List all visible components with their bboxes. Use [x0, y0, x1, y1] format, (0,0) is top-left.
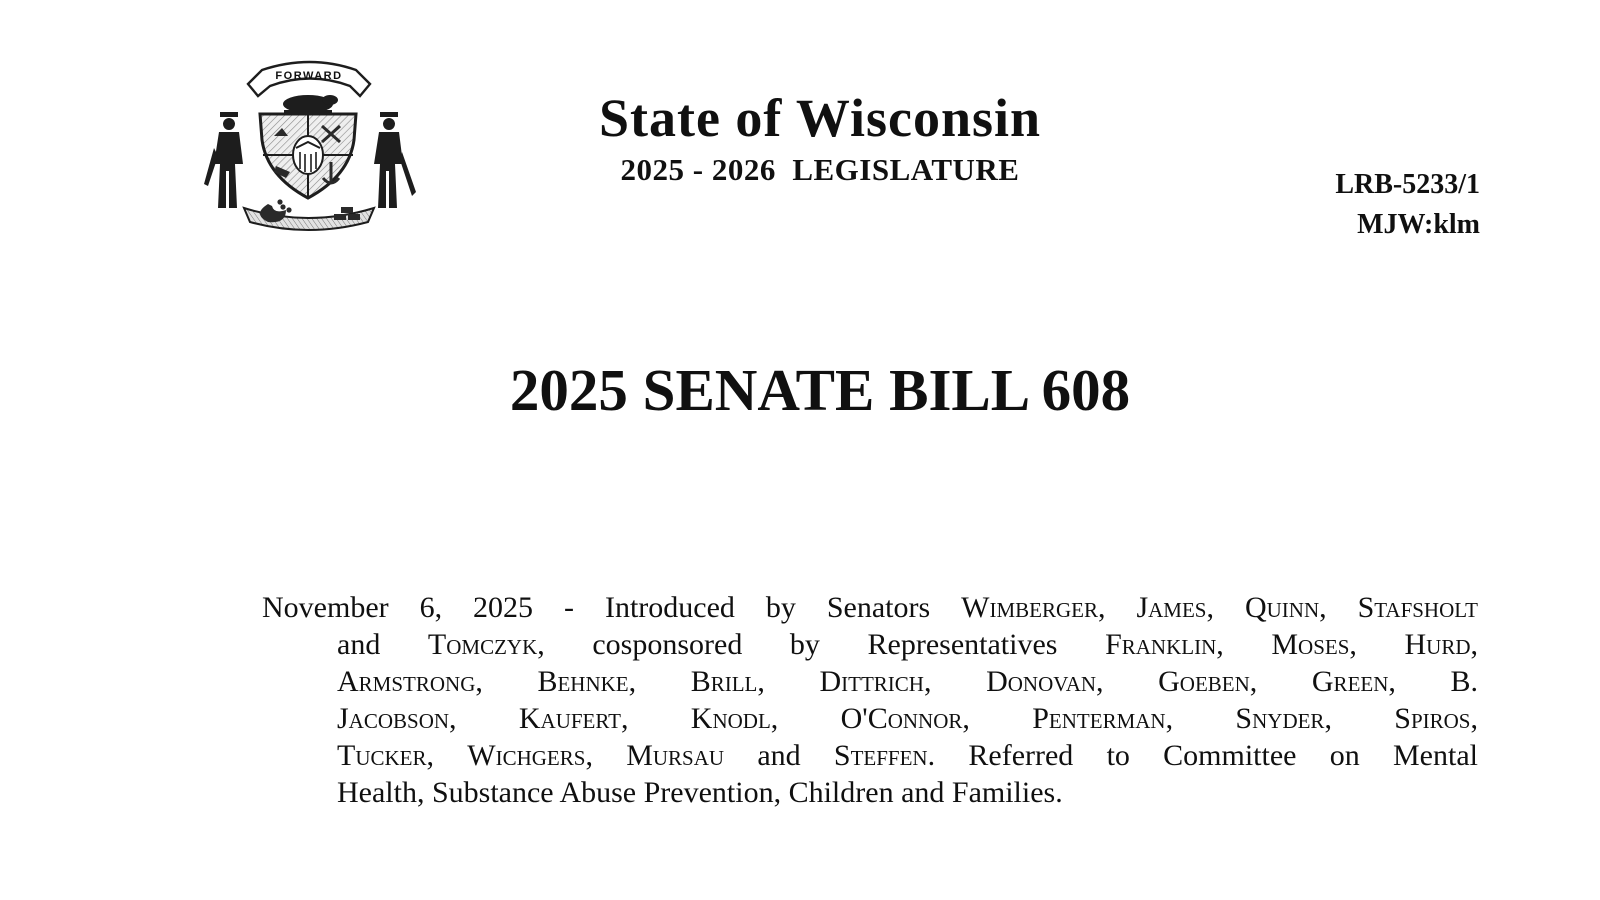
introduction-text: ,: [770, 702, 841, 735]
legislator-name: Dittrich: [819, 665, 924, 698]
legislator-name: Kaufert: [518, 702, 621, 735]
legislator-name: Mursau: [626, 739, 725, 772]
badger-crest-icon: [283, 95, 338, 114]
introduction-line: [262, 737, 1478, 774]
introduction-line: [262, 663, 1478, 700]
legislator-name: Green: [1311, 665, 1389, 698]
introduction-text: ,: [1470, 628, 1479, 661]
introduction-line: [262, 700, 1478, 737]
legislator-name: Armstrong: [337, 665, 476, 698]
legislator-name: Knodl: [690, 702, 771, 735]
introduction-text: ,: [1206, 591, 1245, 624]
legislator-name: Donovan: [986, 665, 1097, 698]
introduction-text: ,: [1470, 702, 1478, 735]
introduction-text: ,: [1249, 665, 1312, 698]
introduction-text: ,: [1165, 702, 1236, 735]
legislator-name: Hurd: [1404, 628, 1471, 661]
legislator-name: Wimberger: [961, 591, 1098, 624]
shield: [260, 114, 356, 198]
legislator-name: Quinn: [1244, 591, 1320, 624]
introduction-text: ,: [1216, 628, 1272, 661]
introduction-text: ,: [1096, 665, 1159, 698]
sailor-figure-icon: [204, 112, 243, 208]
introduction-line: [262, 626, 1478, 663]
introduction-text: , cosponsored by Representatives: [537, 628, 1106, 661]
lrb-number: LRB-5233/1: [1335, 169, 1480, 200]
forward-banner: [248, 62, 370, 96]
legislator-name: Stafsholt: [1357, 591, 1478, 624]
lrb-reference-block: [1335, 165, 1480, 245]
seal-base: [244, 199, 374, 230]
legislator-name: Tomczyk: [427, 628, 538, 661]
introduction-paragraph: [262, 589, 1478, 811]
miner-figure-icon: [374, 112, 416, 208]
introduction-text: ,: [475, 665, 538, 698]
drafter-code: MJW:klm: [1357, 209, 1480, 240]
legislator-name: Jacobson: [337, 702, 450, 735]
masthead: [599, 90, 1041, 188]
introduction-text: ,: [923, 665, 987, 698]
introduction-text: November 6, 2025 - Introduced by Senators: [262, 591, 962, 624]
introduction-text: ,: [757, 665, 820, 698]
introduction-text: ,: [1319, 591, 1358, 624]
introduction-line: [262, 589, 1478, 626]
legislator-name: O'Connor: [840, 702, 963, 735]
legislator-name: Tucker: [337, 739, 427, 772]
legislator-name: James: [1136, 591, 1207, 624]
introduction-text: ,: [426, 739, 468, 772]
introduction-text: ,: [585, 739, 627, 772]
wisconsin-coat-of-arms: [188, 56, 432, 252]
introduction-text: ,: [449, 702, 519, 735]
introduction-text: Health, Substance Abuse Prevention, Children and Families.: [337, 776, 1063, 809]
seal-motto-text: FORWARD: [275, 70, 343, 82]
legislature-session-line: 2025 - 2026 LEGISLATURE: [620, 151, 1020, 187]
introduction-line: [262, 774, 1478, 811]
introduction-text: ,: [1349, 628, 1405, 661]
legislator-name: Goeben: [1158, 665, 1250, 698]
legislator-name: Penterman: [1032, 702, 1166, 735]
legislator-name: B.: [1450, 665, 1478, 698]
legislator-name: Steffen: [833, 739, 928, 772]
introduction-text: . Referred to Committee on Mental: [927, 739, 1478, 772]
introduction-text: ,: [628, 665, 691, 698]
introduction-text: ,: [1388, 665, 1451, 698]
introduction-text: and: [724, 739, 834, 772]
legislator-name: Brill: [690, 665, 758, 698]
legislator-name: Wichgers: [467, 739, 586, 772]
legislator-name: Franklin: [1105, 628, 1217, 661]
introduction-text: ,: [1097, 591, 1137, 624]
state-title: State of Wisconsin: [598, 88, 1042, 148]
introduction-text: and: [337, 628, 428, 661]
bill-title: 2025 SENATE BILL 608: [509, 357, 1131, 423]
legislator-name: Moses: [1271, 628, 1350, 661]
introduction-text: ,: [620, 702, 691, 735]
introduction-text: ,: [962, 702, 1033, 735]
legislator-name: Behnke: [537, 665, 629, 698]
introduction-text: ,: [1324, 702, 1395, 735]
legislator-name: Spiros: [1394, 702, 1471, 735]
legislator-name: Snyder: [1235, 702, 1325, 735]
